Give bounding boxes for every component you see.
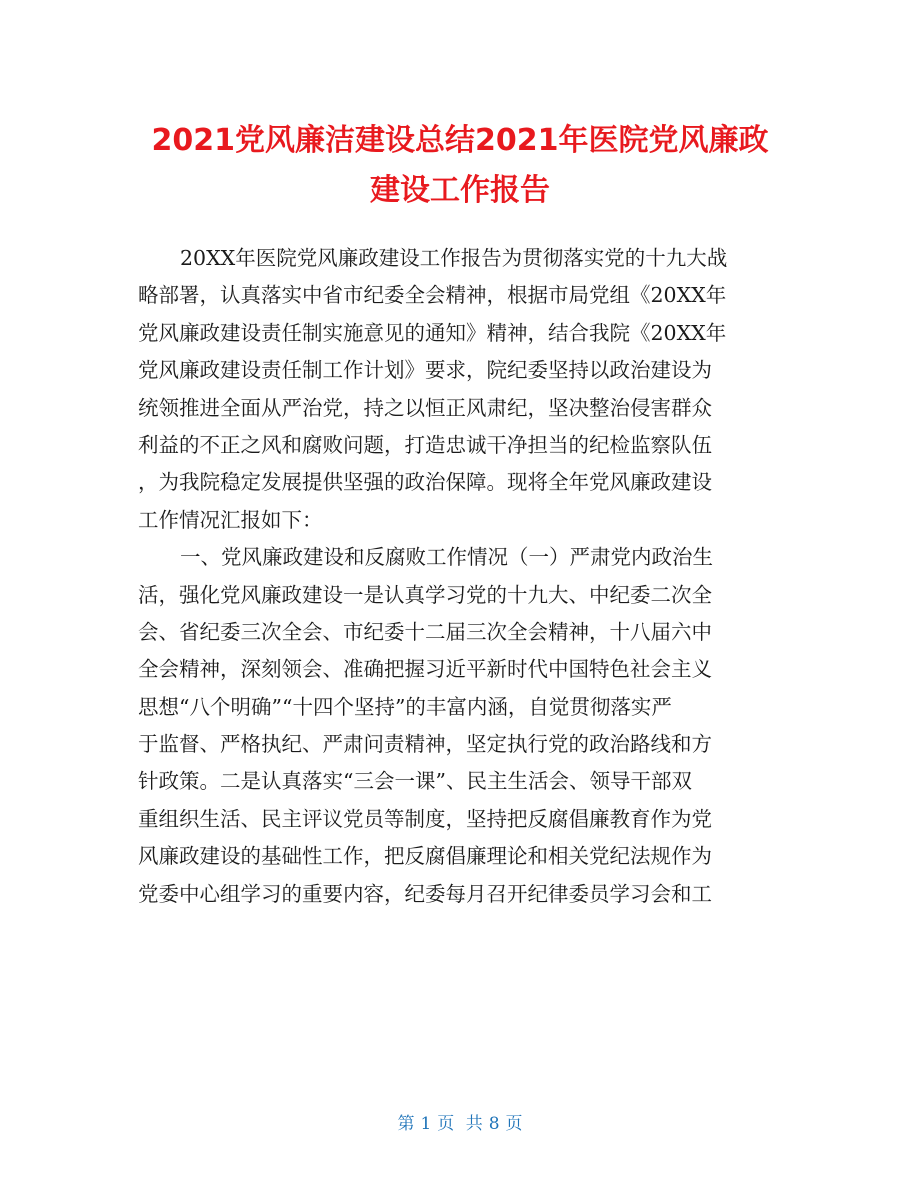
title-line-2: 建设工作报告	[370, 173, 550, 208]
paragraph-2-line: 于监督、严格执纪、严肃问责精神，坚定执行党的政治路线和方	[138, 732, 712, 757]
paragraph-1-line: 统领推进全面从严治党，持之以恒正风肃纪，坚决整治侵害群众	[138, 395, 712, 420]
document-body	[138, 240, 788, 913]
paragraph-2-line: 全会精神，深刻领会、准确把握习近平新时代中国特色社会主义	[138, 657, 712, 682]
paragraph-1-line: 20XX年医院党风廉政建设工作报告为贯彻落实党的十九大战	[180, 246, 728, 270]
page-label-suffix: 页	[505, 1114, 523, 1134]
paragraph-1-line: ，为我院稳定发展提供坚强的政治保障。现将全年党风廉政建设	[138, 470, 712, 495]
document-title	[120, 116, 800, 216]
title-line-1: 2021党风廉洁建设总结2021年医院党风廉政	[151, 123, 769, 158]
paragraph-2-line: 党委中心组学习的重要内容，纪委每月召开纪律委员学习会和工	[138, 881, 712, 906]
paragraph-2-line: 一、党风廉政建设和反腐败工作情况（一）严肃党内政治生	[180, 545, 713, 570]
paragraph-2-line: 风廉政建设的基础性工作，把反腐倡廉理论和相关党纪法规作为	[138, 844, 712, 869]
paragraph-1-line: 党风廉政建设责任制工作计划》要求，院纪委坚持以政治建设为	[138, 358, 712, 383]
paragraph-1-line: 利益的不正之风和腐败问题，打造忠诚干净担当的纪检监察队伍	[138, 432, 712, 457]
paragraph-2-line: 会、省纪委三次全会、市纪委十二届三次全会精神，十八届六中	[138, 619, 712, 644]
page-footer	[0, 1112, 920, 1136]
total-pages: 8	[488, 1114, 500, 1134]
paragraph-1-line: 工作情况汇报如下：	[138, 507, 323, 532]
paragraph-1-line: 党风廉政建设责任制实施意见的通知》精神，结合我院《20XX年	[138, 320, 727, 345]
paragraph-2-line: 思想“八个明确”“十四个坚持”的丰富内涵，自觉贯彻落实严	[138, 694, 672, 719]
paragraph-2-line: 活，强化党风廉政建设一是认真学习党的十九大、中纪委二次全	[138, 582, 712, 607]
page-label-prefix: 第	[397, 1114, 415, 1134]
paragraph-2-line: 重组织生活、民主评议党员等制度，坚持把反腐倡廉教育作为党	[138, 806, 712, 831]
paragraph-1-line: 略部署，认真落实中省市纪委全会精神，根据市局党组《20XX年	[138, 283, 727, 308]
page-label-mid: 页 共	[437, 1114, 483, 1134]
page-number: 1	[420, 1114, 432, 1134]
paragraph-2-line: 针政策。二是认真落实“三会一课”、民主生活会、领导干部双	[138, 769, 692, 794]
